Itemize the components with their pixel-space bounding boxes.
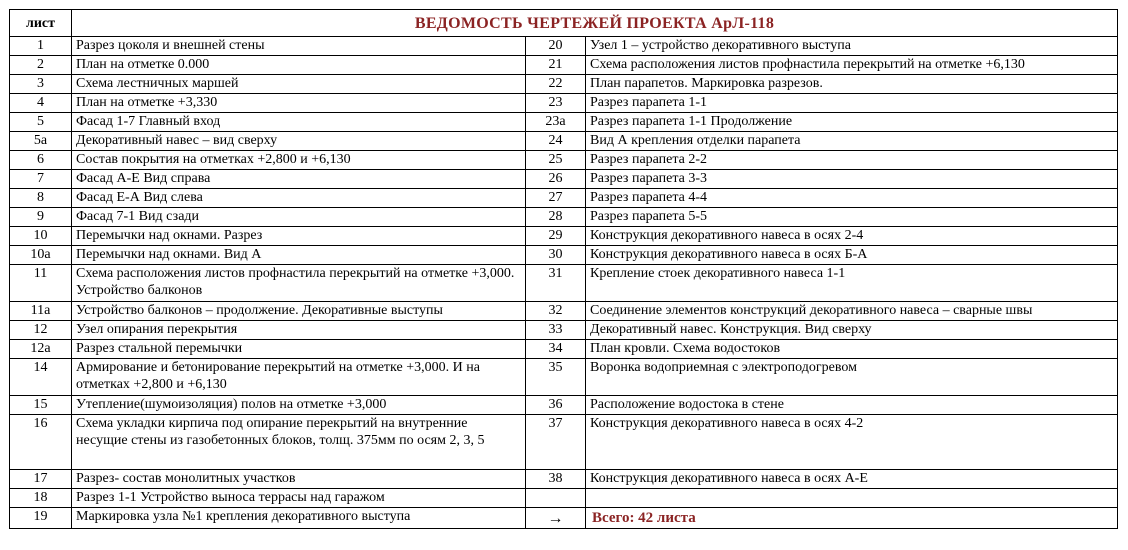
right-sheet-title: Схема расположения листов профнастила перекрытий на отметке +6,130 bbox=[586, 56, 1118, 75]
left-sheet-title: План на отметке 0.000 bbox=[72, 56, 526, 75]
table-row bbox=[10, 113, 1118, 132]
right-sheet-number: 36 bbox=[526, 396, 586, 415]
left-sheet-title: План на отметке +3,330 bbox=[72, 94, 526, 113]
right-sheet-number: 20 bbox=[526, 37, 586, 56]
right-sheet-number: 24 bbox=[526, 132, 586, 151]
table-row bbox=[10, 208, 1118, 227]
left-sheet-title: Схема укладки кирпича под опирание перекрытий на внутренние несущие стены из газобетонных блоков, толщ. 375мм по осям 2, 3, 5 bbox=[72, 415, 526, 470]
left-sheet-number: 19 bbox=[10, 508, 72, 529]
right-sheet-number: 38 bbox=[526, 470, 586, 489]
table-row bbox=[10, 302, 1118, 321]
left-sheet-title: Перемычки над окнами. Разрез bbox=[72, 227, 526, 246]
left-sheet-number: 2 bbox=[10, 56, 72, 75]
right-sheet-title: Разрез парапета 2-2 bbox=[586, 151, 1118, 170]
table-row bbox=[10, 37, 1118, 56]
left-sheet-title: Узел опирания перекрытия bbox=[72, 321, 526, 340]
right-sheet-number: 35 bbox=[526, 359, 586, 396]
right-sheet-title: Разрез парапета 1-1 bbox=[586, 94, 1118, 113]
right-sheet-title: Разрез парапета 4-4 bbox=[586, 189, 1118, 208]
right-sheet-title: План кровли. Схема водостоков bbox=[586, 340, 1118, 359]
left-sheet-number: 1 bbox=[10, 37, 72, 56]
right-sheet-title: Соединение элементов конструкций декоративного навеса – сварные швы bbox=[586, 302, 1118, 321]
table-row bbox=[10, 151, 1118, 170]
left-sheet-title: Схема лестничных маршей bbox=[72, 75, 526, 94]
left-sheet-number: 9 bbox=[10, 208, 72, 227]
right-sheet-title: Конструкция декоративного навеса в осях 4-2 bbox=[586, 415, 1118, 470]
right-sheet-number: 21 bbox=[526, 56, 586, 75]
arrow-icon: → bbox=[526, 508, 586, 529]
right-sheet-number bbox=[526, 489, 586, 508]
table-row bbox=[10, 470, 1118, 489]
left-sheet-title: Схема расположения листов профнастила перекрытий на отметке +3,000. Устройство балконов bbox=[72, 265, 526, 302]
left-sheet-number: 11 bbox=[10, 265, 72, 302]
left-sheet-number: 4 bbox=[10, 94, 72, 113]
right-sheet-title: Разрез парапета 5-5 bbox=[586, 208, 1118, 227]
table-row bbox=[10, 415, 1118, 470]
table-row-total bbox=[10, 508, 1118, 529]
table-row bbox=[10, 132, 1118, 151]
header-row bbox=[10, 10, 1118, 37]
left-sheet-title: Декоративный навес – вид сверху bbox=[72, 132, 526, 151]
left-sheet-number: 17 bbox=[10, 470, 72, 489]
left-sheet-number: 18 bbox=[10, 489, 72, 508]
table-row bbox=[10, 359, 1118, 396]
table-row bbox=[10, 170, 1118, 189]
table-row bbox=[10, 56, 1118, 75]
right-sheet-title: Вид А крепления отделки парапета bbox=[586, 132, 1118, 151]
right-sheet-title bbox=[586, 489, 1118, 508]
right-sheet-number: 27 bbox=[526, 189, 586, 208]
left-sheet-number: 11а bbox=[10, 302, 72, 321]
right-sheet-number: 32 bbox=[526, 302, 586, 321]
left-sheet-title: Армирование и бетонирование перекрытий на отметке +3,000. И на отметках +2,800 и +6,130 bbox=[72, 359, 526, 396]
left-sheet-number: 12 bbox=[10, 321, 72, 340]
right-sheet-title: Разрез парапета 3-3 bbox=[586, 170, 1118, 189]
left-sheet-title: Фасад 1-7 Главный вход bbox=[72, 113, 526, 132]
left-sheet-number: 5 bbox=[10, 113, 72, 132]
right-sheet-title: Узел 1 – устройство декоративного выступа bbox=[586, 37, 1118, 56]
right-sheet-title: Воронка водоприемная с электроподогревом bbox=[586, 359, 1118, 396]
drawing-register-table bbox=[9, 9, 1118, 529]
left-sheet-title: Разрез стальной перемычки bbox=[72, 340, 526, 359]
table-row bbox=[10, 189, 1118, 208]
table-row bbox=[10, 227, 1118, 246]
sheet-column-header: лист bbox=[10, 10, 72, 37]
left-sheet-title: Фасад Е-А Вид слева bbox=[72, 189, 526, 208]
table-row bbox=[10, 340, 1118, 359]
right-sheet-title: План парапетов. Маркировка разрезов. bbox=[586, 75, 1118, 94]
left-sheet-title: Состав покрытия на отметках +2,800 и +6,130 bbox=[72, 151, 526, 170]
left-sheet-number: 7 bbox=[10, 170, 72, 189]
left-sheet-title: Разрез- состав монолитных участков bbox=[72, 470, 526, 489]
table-row bbox=[10, 396, 1118, 415]
right-sheet-title: Конструкция декоративного навеса в осях А-Е bbox=[586, 470, 1118, 489]
right-sheet-number: 37 bbox=[526, 415, 586, 470]
right-sheet-title: Крепление стоек декоративного навеса 1-1 bbox=[586, 265, 1118, 302]
total-sheets: Всего: 42 листа bbox=[586, 508, 1118, 529]
right-sheet-title: Декоративный навес. Конструкция. Вид сверху bbox=[586, 321, 1118, 340]
left-sheet-number: 5а bbox=[10, 132, 72, 151]
left-sheet-number: 3 bbox=[10, 75, 72, 94]
right-sheet-number: 34 bbox=[526, 340, 586, 359]
right-sheet-number: 26 bbox=[526, 170, 586, 189]
left-sheet-number: 15 bbox=[10, 396, 72, 415]
left-sheet-title: Маркировка узла №1 крепления декоративного выступа bbox=[72, 508, 526, 529]
left-sheet-title: Утепление(шумоизоляция) полов на отметке +3,000 bbox=[72, 396, 526, 415]
left-sheet-title: Разрез цоколя и внешней стены bbox=[72, 37, 526, 56]
right-sheet-number: 33 bbox=[526, 321, 586, 340]
left-sheet-title: Устройство балконов – продолжение. Декоративные выступы bbox=[72, 302, 526, 321]
right-sheet-number: 22 bbox=[526, 75, 586, 94]
right-sheet-title: Конструкция декоративного навеса в осях Б-А bbox=[586, 246, 1118, 265]
table-row bbox=[10, 94, 1118, 113]
table-row bbox=[10, 489, 1118, 508]
table-row bbox=[10, 265, 1118, 302]
right-sheet-number: 31 bbox=[526, 265, 586, 302]
right-sheet-number: 29 bbox=[526, 227, 586, 246]
left-sheet-number: 8 bbox=[10, 189, 72, 208]
table-row bbox=[10, 246, 1118, 265]
right-sheet-title: Расположение водостока в стене bbox=[586, 396, 1118, 415]
right-sheet-number: 25 bbox=[526, 151, 586, 170]
left-sheet-number: 16 bbox=[10, 415, 72, 470]
left-sheet-title: Перемычки над окнами. Вид А bbox=[72, 246, 526, 265]
left-sheet-number: 6 bbox=[10, 151, 72, 170]
table-row bbox=[10, 321, 1118, 340]
table-row bbox=[10, 75, 1118, 94]
left-sheet-number: 12а bbox=[10, 340, 72, 359]
left-sheet-number: 10а bbox=[10, 246, 72, 265]
right-sheet-number: 23а bbox=[526, 113, 586, 132]
left-sheet-number: 10 bbox=[10, 227, 72, 246]
left-sheet-title: Фасад 7-1 Вид сзади bbox=[72, 208, 526, 227]
right-sheet-number: 30 bbox=[526, 246, 586, 265]
left-sheet-number: 14 bbox=[10, 359, 72, 396]
right-sheet-number: 23 bbox=[526, 94, 586, 113]
left-sheet-title: Разрез 1-1 Устройство выноса террасы над гаражом bbox=[72, 489, 526, 508]
left-sheet-title: Фасад А-Е Вид справа bbox=[72, 170, 526, 189]
right-sheet-title: Разрез парапета 1-1 Продолжение bbox=[586, 113, 1118, 132]
right-sheet-number: 28 bbox=[526, 208, 586, 227]
right-sheet-title: Конструкция декоративного навеса в осях 2-4 bbox=[586, 227, 1118, 246]
table-title: ВЕДОМОСТЬ ЧЕРТЕЖЕЙ ПРОЕКТА АрЛ-118 bbox=[72, 10, 1118, 37]
